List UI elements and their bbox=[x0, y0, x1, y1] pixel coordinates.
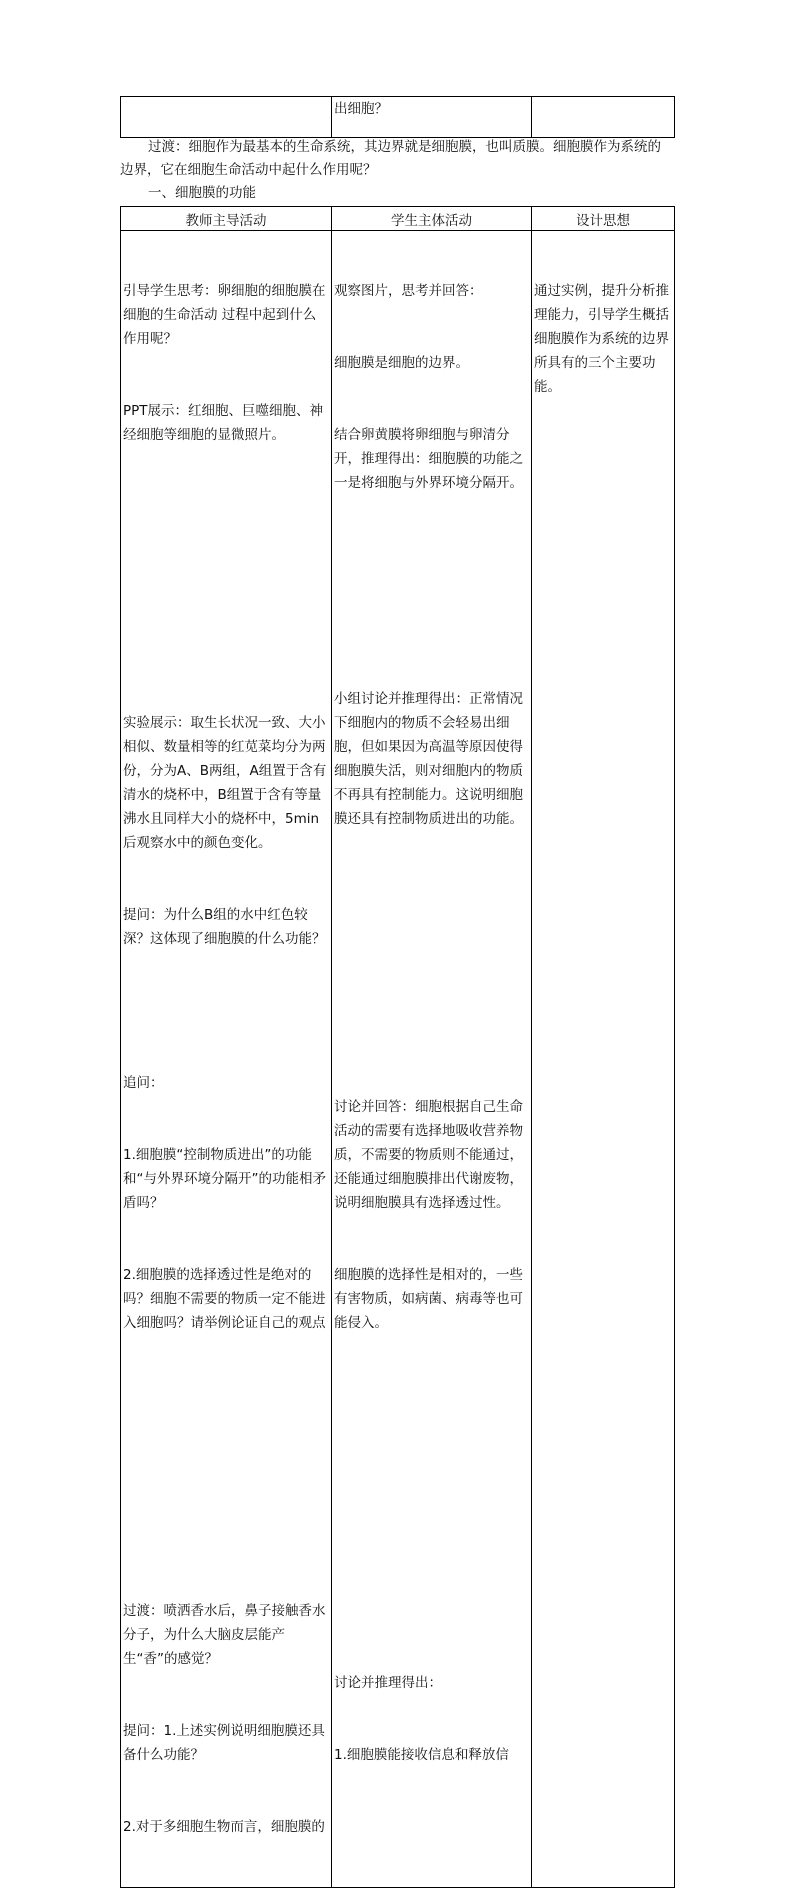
student-line: 讨论并回答：细胞根据自己生命活动的需要有选择地吸收营养物质，不需要的物质则不能通过，还能通过细胞膜排出代谢废物，说明细胞膜具有选择透过性。 bbox=[334, 1099, 523, 1211]
design-line: 通过实例，提升分析推理能力，引导学生概括细胞膜作为系统的边界所具有的三个主要功能。 bbox=[534, 283, 669, 395]
teacher-spacer bbox=[123, 495, 329, 519]
student-spacer bbox=[334, 1455, 529, 1479]
table-row bbox=[121, 97, 675, 138]
teacher-line: 引导学生思考：卵细胞的细胞膜在细胞的生命活动 过程中起到什么作用呢？ bbox=[123, 283, 326, 347]
teacher-spacer bbox=[123, 1455, 329, 1479]
student-spacer bbox=[334, 1383, 529, 1407]
student-spacer bbox=[334, 1599, 529, 1623]
teacher-line: 实验展示：取生长状况一致、大小相似、数量相等的红苋菜均分为两份，分为A、B两组，A组置于含有清水的烧杯中，B组置于含有等量沸水且同样大小的烧杯中，5min后观察水中的颜色变化。 bbox=[123, 715, 327, 851]
student-spacer bbox=[334, 879, 529, 903]
teacher-spacer bbox=[123, 999, 329, 1023]
student-line: 讨论并推理得出： bbox=[334, 1675, 442, 1691]
table-header-row bbox=[121, 207, 675, 231]
table-cell bbox=[532, 97, 675, 138]
teacher-spacer bbox=[123, 639, 329, 663]
previous-table-fragment bbox=[120, 96, 675, 138]
teacher-line: 过渡：喷洒香水后，鼻子接触香水分子，为什么大脑皮层能产生“香”的感觉？ bbox=[123, 1603, 326, 1667]
design-idea-cell bbox=[532, 231, 675, 1888]
teacher-line: 2.细胞膜的选择透过性是绝对的吗？细胞不需要的物质一定不能进入细胞吗？请举例论证自己的观点 bbox=[123, 1267, 326, 1331]
teacher-spacer bbox=[123, 1383, 329, 1407]
teacher-activity-cell bbox=[121, 231, 332, 1888]
student-line: 1.细胞膜能接收信息和释放信 bbox=[334, 1747, 509, 1763]
lesson-table bbox=[120, 206, 675, 1888]
header-design-idea: 设计思想 bbox=[532, 207, 675, 231]
teacher-line: 1.细胞膜“控制物质进出”的功能和“与外界环境分隔开”的功能相矛盾吗？ bbox=[123, 1147, 326, 1211]
student-spacer bbox=[334, 951, 529, 975]
student-spacer bbox=[334, 1527, 529, 1551]
student-activity-cell bbox=[332, 231, 532, 1888]
table-row bbox=[121, 231, 675, 1888]
student-line: 结合卵黄膜将卵细胞与卵清分开，推理得出：细胞膜的功能之一是将细胞与外界环境分隔开。 bbox=[334, 427, 523, 491]
student-line: 小组讨论并推理得出：正常情况下细胞内的物质不会轻易出细胞，但如果因为高温等原因使得细胞膜失活，则对细胞内的物质不再具有控制能力。这说明细胞膜还具有控制物质进出的功能。 bbox=[334, 691, 523, 827]
student-line: 细胞膜是细胞的边界。 bbox=[334, 355, 469, 371]
teacher-spacer bbox=[123, 567, 329, 591]
student-spacer bbox=[334, 1023, 529, 1047]
teacher-line: 提问：1.上述实例说明细胞膜还具备什么功能？ bbox=[123, 1723, 325, 1763]
student-line: 细胞膜的选择性是相对的，一些有害物质，如病菌、病毒等也可能侵入。 bbox=[334, 1267, 523, 1331]
section-heading: 一、细胞膜的功能 bbox=[148, 185, 256, 201]
table-cell bbox=[121, 97, 332, 138]
table-cell: 出细胞？ bbox=[332, 97, 532, 138]
student-spacer bbox=[334, 543, 529, 567]
teacher-line: 提问：为什么B组的水中红色较深？这体现了细胞膜的什么功能？ bbox=[123, 907, 326, 947]
student-line: 观察图片，思考并回答： bbox=[334, 283, 483, 299]
teacher-line: 追问： bbox=[123, 1075, 164, 1091]
student-spacer bbox=[334, 615, 529, 639]
header-teacher-activity: 教师主导活动 bbox=[121, 207, 332, 231]
teacher-line: 2.对于多细胞生物而言，细胞膜的 bbox=[123, 1819, 325, 1835]
teacher-line: PPT展示：红细胞、巨噬细胞、神经细胞等细胞的显微照片。 bbox=[123, 403, 324, 443]
header-student-activity: 学生主体活动 bbox=[332, 207, 532, 231]
transition-paragraph: 过渡：细胞作为最基本的生命系统，其边界就是细胞膜，也叫质膜。细胞膜作为系统的边界，它在细胞生命活动中起什么作用呢？ bbox=[120, 139, 661, 178]
teacher-spacer bbox=[123, 1527, 329, 1551]
